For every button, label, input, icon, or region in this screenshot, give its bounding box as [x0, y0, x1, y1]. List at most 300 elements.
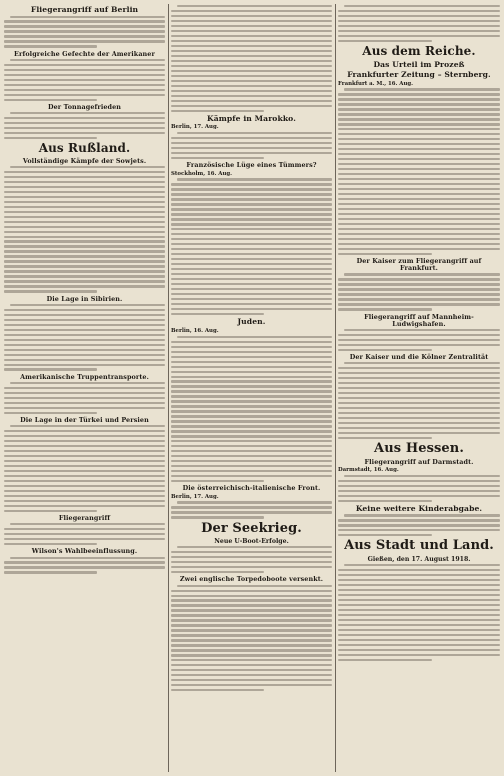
text-line — [171, 308, 332, 310]
text-line — [4, 231, 165, 233]
text-line — [4, 334, 165, 336]
text-line — [338, 480, 500, 482]
text-line — [4, 40, 165, 42]
article-heading-line2: Frankfurter Zeitung – Sternberg. — [347, 70, 491, 80]
text-line — [338, 382, 500, 384]
article-body — [171, 546, 332, 573]
article — [338, 556, 500, 661]
text-line — [171, 55, 332, 57]
text-line — [171, 430, 332, 432]
text-line — [171, 60, 332, 62]
text-line — [171, 366, 332, 368]
text-line — [177, 178, 332, 180]
text-line — [4, 240, 165, 242]
text-line — [171, 278, 332, 280]
text-line — [171, 288, 332, 290]
text-line — [171, 445, 332, 447]
article-body — [4, 523, 165, 545]
text-line — [338, 128, 500, 130]
text-line — [171, 75, 332, 77]
article-heading: Das Urteil im Prozeß — [373, 59, 465, 69]
text-line — [171, 639, 332, 641]
text-line — [338, 203, 500, 205]
text-line — [338, 198, 500, 200]
text-line — [338, 153, 500, 155]
section-heading: Aus Stadt und Land. — [344, 538, 494, 554]
text-line — [338, 113, 500, 115]
text-line — [344, 329, 500, 331]
text-line — [4, 250, 165, 252]
article — [4, 104, 165, 139]
text-line — [171, 298, 332, 300]
text-line — [344, 5, 500, 7]
text-line — [171, 440, 332, 442]
text-line — [10, 523, 165, 525]
text-line — [338, 278, 500, 280]
text-line — [4, 181, 165, 183]
text-line — [338, 402, 500, 404]
text-line — [177, 5, 332, 7]
article — [171, 485, 332, 518]
text-line — [171, 233, 332, 235]
text-line — [171, 341, 332, 343]
text-line — [4, 216, 165, 218]
text-line — [171, 203, 332, 205]
text-line — [171, 415, 332, 417]
text-line — [344, 475, 500, 477]
text-line — [338, 644, 500, 646]
text-line — [10, 382, 165, 384]
text-line — [4, 324, 165, 326]
text-line — [338, 534, 432, 536]
text-line — [338, 288, 500, 290]
text-line — [4, 490, 165, 492]
text-line — [4, 329, 165, 331]
article-heading: Fliegerangriff — [58, 514, 111, 523]
text-line — [177, 546, 332, 548]
article-dateline: Frankfurt a. M., 16. Aug. — [338, 80, 414, 87]
article-body — [338, 5, 500, 42]
text-line — [4, 407, 165, 409]
text-line — [338, 208, 500, 210]
text-line — [344, 273, 500, 275]
text-line — [338, 372, 500, 374]
text-line — [338, 233, 500, 235]
article-body — [4, 166, 165, 293]
text-line — [4, 470, 165, 472]
text-line — [338, 283, 500, 285]
text-line — [4, 226, 165, 228]
text-line — [338, 339, 500, 341]
text-line — [4, 99, 97, 101]
article-heading: Der Kaiser und die Kölner Zentralität — [349, 352, 489, 361]
text-line — [171, 228, 332, 230]
text-line — [338, 574, 500, 576]
text-line — [4, 314, 165, 316]
article — [4, 296, 165, 371]
article-body — [338, 273, 500, 310]
text-line — [4, 64, 165, 66]
text-line — [338, 397, 500, 399]
text-line — [338, 168, 500, 170]
article — [4, 6, 165, 48]
text-line — [4, 354, 165, 356]
text-line — [171, 465, 332, 467]
text-line — [10, 59, 165, 61]
text-line — [338, 524, 500, 526]
article-dateline: Berlin, 16. Aug. — [171, 327, 219, 334]
text-line — [171, 198, 332, 200]
text-line — [338, 500, 432, 502]
text-line — [171, 105, 332, 107]
text-line — [171, 253, 332, 255]
article-body — [171, 585, 332, 692]
text-line — [171, 157, 264, 159]
article-body — [338, 564, 500, 661]
text-line — [171, 303, 332, 305]
text-line — [4, 30, 165, 32]
text-line — [4, 117, 165, 119]
text-line — [344, 88, 500, 90]
text-line — [344, 564, 500, 566]
article-heading: Die österreichisch-italienische Front. — [182, 484, 321, 493]
article — [171, 576, 332, 691]
text-line — [171, 313, 264, 315]
text-line — [171, 619, 332, 621]
text-line — [4, 364, 165, 366]
text-line — [4, 480, 165, 482]
text-line — [171, 213, 332, 215]
text-line — [171, 142, 332, 144]
text-line — [171, 268, 332, 270]
article-heading: Die Lage in der Türkei und Persien — [20, 415, 149, 424]
text-line — [171, 376, 332, 378]
text-line — [171, 679, 332, 681]
text-line — [4, 445, 165, 447]
text-line — [171, 410, 332, 412]
text-line — [338, 417, 500, 419]
text-line — [4, 45, 97, 47]
text-line — [171, 385, 332, 387]
text-line — [4, 94, 165, 96]
text-line — [4, 137, 97, 139]
text-line — [171, 258, 332, 260]
text-line — [338, 619, 500, 621]
text-line — [344, 362, 500, 364]
text-line — [171, 208, 332, 210]
text-line — [171, 684, 332, 686]
text-line — [4, 435, 165, 437]
text-line — [338, 392, 500, 394]
text-line — [4, 74, 165, 76]
article — [4, 515, 165, 545]
text-line — [338, 30, 500, 32]
text-line — [171, 556, 332, 558]
text-line — [4, 387, 165, 389]
text-line — [171, 80, 332, 82]
text-line — [338, 108, 500, 110]
text-line — [4, 455, 165, 457]
column-rule — [335, 4, 336, 772]
text-line — [4, 211, 165, 213]
text-line — [171, 90, 332, 92]
article-heading: Fliegerangriff auf Darmstadt. — [364, 457, 474, 466]
text-line — [4, 221, 165, 223]
text-line — [171, 654, 332, 656]
text-line — [171, 380, 332, 382]
article-body — [338, 329, 500, 351]
text-line — [171, 644, 332, 646]
text-line — [171, 356, 332, 358]
text-line — [338, 629, 500, 631]
column-3 — [338, 4, 500, 772]
text-line — [4, 344, 165, 346]
text-line — [171, 425, 332, 427]
text-line — [4, 265, 165, 267]
text-line — [10, 166, 165, 168]
text-line — [338, 634, 500, 636]
article-body — [338, 362, 500, 439]
text-line — [338, 604, 500, 606]
text-line — [171, 238, 332, 240]
article — [338, 5, 500, 42]
text-line — [171, 248, 332, 250]
text-line — [338, 427, 500, 429]
text-line — [338, 253, 432, 255]
article-dateline: Berlin, 17. Aug. — [171, 124, 219, 131]
text-line — [4, 571, 97, 573]
text-line — [338, 218, 500, 220]
text-line — [338, 178, 500, 180]
text-line — [338, 529, 500, 531]
text-line — [4, 510, 97, 512]
article-heading: Französische Lüge eines Tümmers? — [186, 161, 317, 170]
text-line — [177, 132, 332, 134]
text-line — [4, 309, 165, 311]
text-line — [171, 193, 332, 195]
article — [4, 51, 165, 101]
article-heading: Fliegerangriff auf Mannheim-Ludwigshafen. — [364, 312, 474, 328]
text-line — [338, 40, 432, 42]
text-line — [338, 624, 500, 626]
text-line — [338, 407, 500, 409]
text-line — [171, 346, 332, 348]
text-line — [4, 260, 165, 262]
text-line — [171, 405, 332, 407]
text-line — [171, 571, 264, 573]
text-line — [4, 176, 165, 178]
text-line — [338, 213, 500, 215]
text-line — [338, 377, 500, 379]
article — [338, 459, 500, 502]
article-heading: Zwei englische Torpedoboote versenkt. — [179, 575, 324, 584]
text-line — [4, 236, 165, 238]
text-line — [171, 100, 332, 102]
text-line — [171, 561, 332, 563]
text-line — [338, 148, 500, 150]
article — [338, 258, 500, 310]
article-heading: Vollständige Kämpfe der Sowjets. — [22, 156, 147, 165]
text-line — [4, 495, 165, 497]
text-line — [171, 390, 332, 392]
column-1 — [4, 4, 165, 772]
text-line — [171, 20, 332, 22]
section-heading: Aus Rußland. — [38, 141, 131, 156]
text-line — [4, 186, 165, 188]
article-body — [4, 382, 165, 414]
text-line — [338, 98, 500, 100]
text-line — [171, 40, 332, 42]
text-line — [338, 223, 500, 225]
text-line — [4, 69, 165, 71]
text-line — [338, 367, 500, 369]
text-line — [338, 158, 500, 160]
article — [171, 115, 332, 160]
text-line — [177, 336, 332, 338]
text-line — [338, 437, 432, 439]
text-line — [4, 20, 165, 22]
article-heading: Fliegerangriff auf Berlin — [30, 5, 139, 14]
text-line — [4, 538, 165, 540]
article-body — [171, 336, 332, 483]
text-line — [338, 243, 500, 245]
text-line — [4, 35, 165, 37]
text-line — [4, 500, 165, 502]
text-line — [171, 614, 332, 616]
article — [171, 162, 332, 315]
text-line — [171, 188, 332, 190]
text-line — [4, 392, 165, 394]
text-line — [171, 664, 332, 666]
text-line — [338, 303, 500, 305]
text-line — [171, 10, 332, 12]
text-line — [4, 505, 165, 507]
article-body — [338, 475, 500, 502]
article-heading: Wilson's Wahlbeeinflussung. — [31, 547, 138, 556]
article — [171, 318, 332, 482]
text-line — [338, 163, 500, 165]
text-line — [4, 412, 97, 414]
text-line — [338, 432, 500, 434]
text-line — [171, 450, 332, 452]
text-line — [338, 143, 500, 145]
text-line — [4, 122, 165, 124]
text-line — [171, 85, 332, 87]
article-body — [171, 178, 332, 315]
text-line — [171, 649, 332, 651]
article-body — [338, 88, 500, 255]
text-line — [171, 95, 332, 97]
text-line — [4, 270, 165, 272]
article-body — [338, 514, 500, 536]
text-line — [338, 93, 500, 95]
text-line — [338, 579, 500, 581]
text-line — [171, 371, 332, 373]
text-line — [338, 35, 500, 37]
article-heading: Die Lage in Sibirien. — [46, 294, 123, 303]
text-line — [338, 308, 432, 310]
article-heading: Amerikanische Truppentransporte. — [20, 372, 149, 381]
article-body — [4, 16, 165, 48]
text-line — [10, 304, 165, 306]
text-line — [338, 123, 500, 125]
text-line — [338, 599, 500, 601]
section-heading: Aus dem Reiche. — [362, 44, 476, 59]
text-line — [4, 543, 97, 545]
text-line — [171, 223, 332, 225]
text-line — [4, 132, 165, 134]
text-line — [4, 402, 165, 404]
text-line — [171, 551, 332, 553]
article — [171, 546, 332, 573]
text-line — [338, 614, 500, 616]
text-line — [10, 112, 165, 114]
text-line — [338, 569, 500, 571]
text-line — [338, 609, 500, 611]
article-body — [4, 557, 165, 574]
article-dateline: Gießen, den 17. August 1918. — [367, 556, 471, 564]
text-line — [338, 103, 500, 105]
text-line — [338, 387, 500, 389]
text-line — [4, 171, 165, 173]
text-line — [4, 127, 165, 129]
article — [171, 5, 332, 112]
text-line — [338, 334, 500, 336]
text-line — [171, 659, 332, 661]
text-line — [4, 460, 165, 462]
section-heading: Der Seekrieg. — [201, 520, 302, 536]
text-line — [4, 450, 165, 452]
text-line — [4, 79, 165, 81]
text-line — [10, 16, 165, 18]
text-line — [171, 599, 332, 601]
column-rule — [168, 4, 169, 772]
article — [338, 354, 500, 439]
text-line — [171, 475, 332, 477]
text-line — [171, 35, 332, 37]
text-line — [338, 519, 500, 521]
text-line — [177, 501, 332, 503]
text-line — [171, 50, 332, 52]
article — [338, 505, 500, 537]
text-line — [171, 634, 332, 636]
text-line — [338, 293, 500, 295]
text-line — [338, 649, 500, 651]
text-line — [338, 589, 500, 591]
article — [338, 61, 500, 256]
text-line — [4, 25, 165, 27]
text-line — [171, 669, 332, 671]
text-line — [4, 561, 165, 563]
text-line — [338, 422, 500, 424]
text-line — [338, 490, 500, 492]
article-body — [4, 59, 165, 101]
text-line — [338, 228, 500, 230]
text-line — [338, 654, 500, 656]
article-dateline: Darmstadt, 16. Aug. — [338, 466, 399, 473]
text-line — [4, 440, 165, 442]
text-line — [171, 566, 332, 568]
text-line — [338, 118, 500, 120]
text-line — [4, 475, 165, 477]
text-line — [171, 609, 332, 611]
text-line — [10, 425, 165, 427]
article-heading: Erfolgreiche Gefechte der Amerikaner — [14, 49, 155, 58]
article — [4, 417, 165, 512]
text-line — [171, 455, 332, 457]
column-2 — [171, 4, 332, 772]
article-heading: Kämpfe in Marokko. — [207, 113, 296, 123]
